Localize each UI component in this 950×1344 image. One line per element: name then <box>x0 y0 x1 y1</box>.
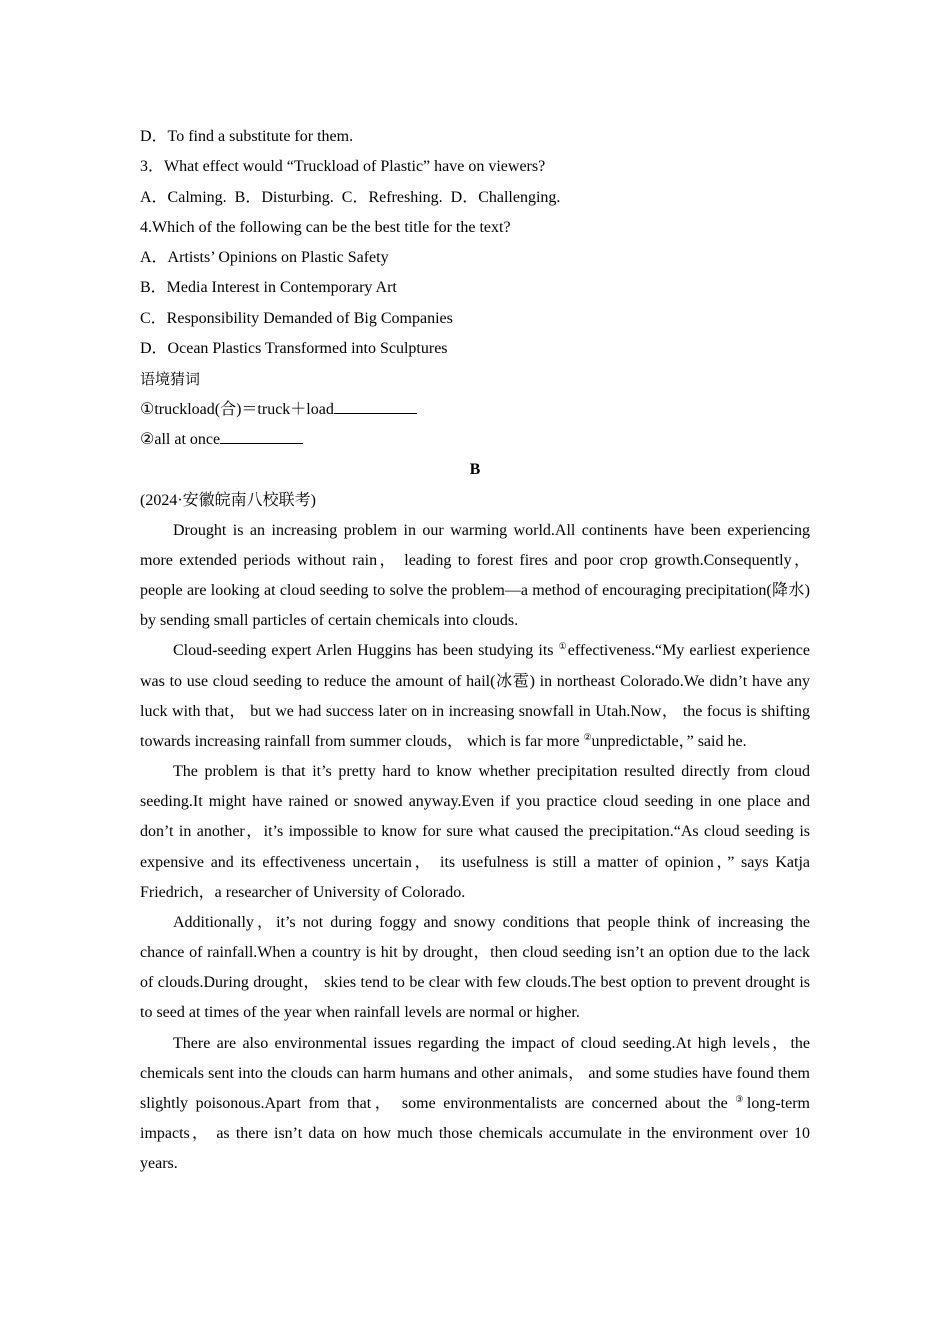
vocab-item-1-text: ①truckload(合)＝truck＋load <box>140 400 334 418</box>
question-4-option-b: B．Media Interest in Contemporary Art <box>140 279 397 297</box>
answer-blank[interactable] <box>334 399 417 414</box>
question-3: 3．What effect would “Truckload of Plastic” have on viewers? <box>140 158 546 176</box>
passage-paragraph-3: The problem is that it’s pretty hard to know whether precipitation resulted directly from cloud seeding.It might have rained or snowed anyway.Even if you practice cloud seeding in one place and don’t in another，it’s impossible to know for sure what caused the precipitation.“As cloud seeding is expensive and its effectiveness uncertain， its usefulness is still a matter of opinion，” says Katja Friedrich，a researcher of University of Colorado. <box>140 763 810 901</box>
vocab-item-2-text: ②all at once <box>140 430 221 448</box>
question-3-options: A．Calming. B．Disturbing. C．Refreshing. D．Challenging. <box>140 188 561 206</box>
passage-paragraph-1: Drought is an increasing problem in our warming world.All continents have been experiencing more extended periods without rain， leading to forest fires and poor crop growth.Consequently， people are looking at cloud seeding to solve the problem—a method of encouraging precipitation(降水) by sending small particles of certain chemicals into clouds. <box>140 521 810 630</box>
p2-text-a: Cloud-seeding expert Arlen Huggins has been studying its <box>173 642 559 660</box>
vocab-item-1 <box>140 395 810 425</box>
document-page <box>140 122 810 1179</box>
marker-1: ① <box>558 641 568 652</box>
p5-text-a: There are also environmental issues regarding the impact of cloud seeding.At high levels，the chemicals sent into the clouds can harm humans and other animals， and some studies have found them slightly poisonous.Apart from that， some environmentalists are concerned about the <box>140 1034 810 1112</box>
p2-text-c: unpredictable，” said he. <box>591 732 747 750</box>
marker-3: ③ <box>735 1093 747 1104</box>
passage-paragraph-4: Additionally，it’s not during foggy and snowy conditions that people think of increasing the chance of rainfall.When a country is hit by drought，then cloud seeding isn’t an option due to the lack of clouds.During drought， skies tend to be clear with few clouds.The best option to prevent drought is to seed at times of the year when rainfall levels are normal or higher. <box>140 913 810 1022</box>
section-letter: B <box>469 461 481 479</box>
question-4-option-a: A．Artists’ Opinions on Plastic Safety <box>140 249 389 267</box>
question-4: 4.Which of the following can be the best title for the text? <box>140 218 511 236</box>
passage-paragraph-2 <box>140 636 810 757</box>
answer-blank[interactable] <box>220 429 303 444</box>
question-4-option-c: C．Responsibility Demanded of Big Companies <box>140 309 453 327</box>
passage-source: (2024·安徽皖南八校联考) <box>140 491 316 509</box>
question-4-option-d: D．Ocean Plastics Transformed into Sculptures <box>140 340 448 358</box>
p5-text-b: long-term impacts， as there isn’t data on how much those chemicals accumulate in the environment over 10 years. <box>140 1094 810 1173</box>
vocab-heading: 语境猜词 <box>140 370 201 389</box>
vocab-item-2 <box>140 425 810 455</box>
passage-paragraph-5 <box>140 1029 810 1180</box>
question-option: D．To find a substitute for them. <box>140 128 354 145</box>
p2-text-b: effectiveness.“My earliest experience was to use cloud seeding to reduce the amount of hail(冰雹) in northeast Colorado.We didn’t have any luck with that， but we had success later on in increasing snowfall in Utah.Now， the focus is shifting towards increasing rainfall from summer clouds， which is far more <box>140 642 810 750</box>
marker-2: ② <box>583 731 592 742</box>
